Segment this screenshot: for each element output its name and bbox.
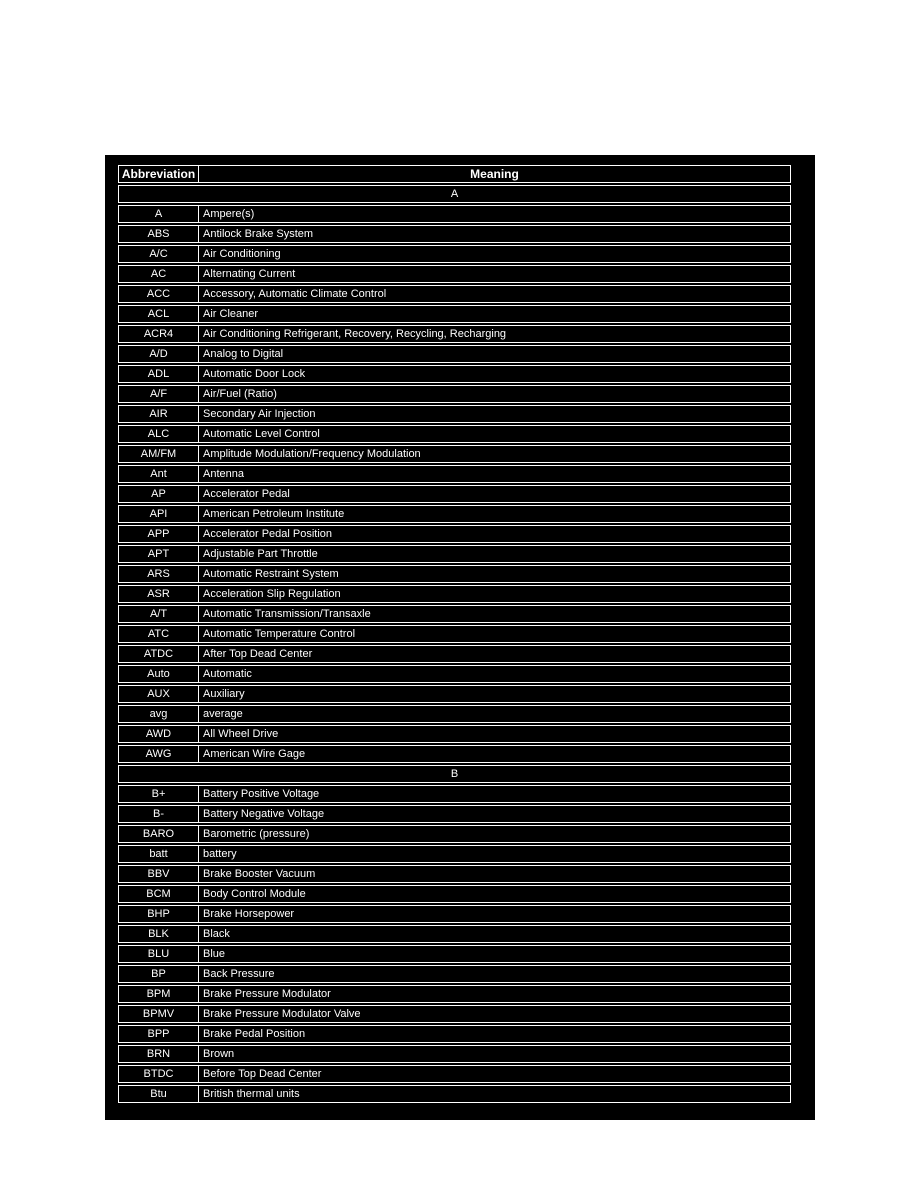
table-row bbox=[118, 1065, 791, 1083]
meaning-cell: Brake Horsepower bbox=[203, 908, 295, 920]
meaning-cell: Body Control Module bbox=[203, 888, 306, 900]
table-row bbox=[118, 265, 791, 283]
table-row bbox=[118, 805, 791, 823]
table-row bbox=[118, 505, 791, 523]
meaning-cell: Alternating Current bbox=[203, 268, 296, 280]
section-letter: B bbox=[450, 768, 459, 780]
abbreviation-cell: B- bbox=[119, 806, 199, 822]
meaning-cell: Air/Fuel (Ratio) bbox=[203, 388, 277, 400]
meaning-cell: average bbox=[203, 708, 243, 720]
abbreviation-cell: BARO bbox=[119, 826, 199, 842]
abbreviation-cell: ABS bbox=[119, 226, 199, 242]
abbreviation-cell: Ant bbox=[119, 466, 199, 482]
abbreviation-cell: ARS bbox=[119, 566, 199, 582]
meaning-cell: Air Conditioning Refrigerant, Recovery, Recycling, Recharging bbox=[203, 328, 507, 340]
abbreviation-cell: ATDC bbox=[119, 646, 199, 662]
meaning-cell: Auxiliary bbox=[203, 688, 245, 700]
abbreviation-cell: ATC bbox=[119, 626, 199, 642]
abbreviation-cell: BRN bbox=[119, 1046, 199, 1062]
table-row bbox=[118, 365, 791, 383]
table-row bbox=[118, 785, 791, 803]
abbreviation-cell: Auto bbox=[119, 666, 199, 682]
meaning-cell: Battery Positive Voltage bbox=[203, 788, 320, 800]
section-divider-row-A bbox=[118, 185, 791, 203]
table-row bbox=[118, 1045, 791, 1063]
table-row bbox=[118, 885, 791, 903]
meaning-cell: Automatic Door Lock bbox=[203, 368, 306, 380]
abbreviation-cell: ASR bbox=[119, 586, 199, 602]
meaning-cell: American Wire Gage bbox=[203, 748, 306, 760]
table-row bbox=[118, 605, 791, 623]
table-row bbox=[118, 245, 791, 263]
table-row bbox=[118, 685, 791, 703]
abbreviation-cell: BPMV bbox=[119, 1006, 199, 1022]
meaning-cell: Acceleration Slip Regulation bbox=[203, 588, 341, 600]
abbreviation-cell: AWG bbox=[119, 746, 199, 762]
abbreviation-cell: BLU bbox=[119, 946, 199, 962]
table-row bbox=[118, 285, 791, 303]
abbreviation-cell: ACL bbox=[119, 306, 199, 322]
meaning-cell: Before Top Dead Center bbox=[203, 1068, 322, 1080]
meaning-cell: Automatic Restraint System bbox=[203, 568, 339, 580]
meaning-cell: Brake Pressure Modulator Valve bbox=[203, 1008, 361, 1020]
abbreviation-cell: BPM bbox=[119, 986, 199, 1002]
meaning-cell: Ampere(s) bbox=[203, 208, 255, 220]
abbreviation-cell: BTDC bbox=[119, 1066, 199, 1082]
table-row bbox=[118, 965, 791, 983]
meaning-cell: Black bbox=[203, 928, 230, 940]
section-letter: A bbox=[450, 188, 459, 200]
abbreviation-cell: BHP bbox=[119, 906, 199, 922]
meaning-cell: Blue bbox=[203, 948, 226, 960]
abbreviation-cell: AM/FM bbox=[119, 446, 199, 462]
table-row bbox=[118, 445, 791, 463]
abbreviation-cell: API bbox=[119, 506, 199, 522]
table-row bbox=[118, 545, 791, 563]
meaning-cell: Automatic Transmission/Transaxle bbox=[203, 608, 371, 620]
table-row bbox=[118, 345, 791, 363]
meaning-cell: Air Conditioning bbox=[203, 248, 281, 260]
abbreviation-cell: Btu bbox=[119, 1086, 199, 1102]
meaning-cell: Brake Pedal Position bbox=[203, 1028, 306, 1040]
abbreviation-cell: ALC bbox=[119, 426, 199, 442]
table-row bbox=[118, 205, 791, 223]
table-row bbox=[118, 945, 791, 963]
abbreviation-cell: AP bbox=[119, 486, 199, 502]
meaning-cell: After Top Dead Center bbox=[203, 648, 313, 660]
abbreviation-cell: A/C bbox=[119, 246, 199, 262]
meaning-cell: Automatic Temperature Control bbox=[203, 628, 356, 640]
abbreviation-cell: BPP bbox=[119, 1026, 199, 1042]
meaning-cell: Antenna bbox=[203, 468, 244, 480]
abbreviation-table bbox=[118, 165, 791, 1103]
table-row bbox=[118, 725, 791, 743]
abbreviation-cell: B+ bbox=[119, 786, 199, 802]
meaning-cell: Automatic Level Control bbox=[203, 428, 320, 440]
table-row bbox=[118, 665, 791, 683]
table-row bbox=[118, 425, 791, 443]
abbreviation-cell: batt bbox=[119, 846, 199, 862]
meaning-cell: British thermal units bbox=[203, 1088, 300, 1100]
abbreviation-cell: AC bbox=[119, 266, 199, 282]
table-row bbox=[118, 465, 791, 483]
table-row bbox=[118, 625, 791, 643]
table-row bbox=[118, 845, 791, 863]
meaning-cell: All Wheel Drive bbox=[203, 728, 279, 740]
abbreviation-cell: ACR4 bbox=[119, 326, 199, 342]
table-row bbox=[118, 585, 791, 603]
meaning-cell: Barometric (pressure) bbox=[203, 828, 310, 840]
abbreviation-cell: BP bbox=[119, 966, 199, 982]
meaning-cell: Analog to Digital bbox=[203, 348, 284, 360]
meaning-cell: Battery Negative Voltage bbox=[203, 808, 325, 820]
abbreviation-cell: BBV bbox=[119, 866, 199, 882]
meaning-column-header: Meaning bbox=[470, 167, 519, 181]
abbreviation-cell: AIR bbox=[119, 406, 199, 422]
abbreviation-table-panel bbox=[105, 155, 815, 1120]
meaning-cell: Brown bbox=[203, 1048, 235, 1060]
abbreviation-cell: ACC bbox=[119, 286, 199, 302]
table-header-row bbox=[118, 165, 791, 183]
abbreviation-cell: BLK bbox=[119, 926, 199, 942]
abbreviation-cell: A bbox=[119, 206, 199, 222]
abbreviation-cell: AUX bbox=[119, 686, 199, 702]
abbreviation-cell: A/D bbox=[119, 346, 199, 362]
table-row bbox=[118, 525, 791, 543]
table-row bbox=[118, 825, 791, 843]
meaning-cell: Back Pressure bbox=[203, 968, 275, 980]
table-row bbox=[118, 485, 791, 503]
meaning-cell: Accessory, Automatic Climate Control bbox=[203, 288, 387, 300]
table-row bbox=[118, 865, 791, 883]
table-row bbox=[118, 305, 791, 323]
table-row bbox=[118, 925, 791, 943]
table-row bbox=[118, 1085, 791, 1103]
meaning-cell: battery bbox=[203, 848, 237, 860]
abbreviation-cell: BCM bbox=[119, 886, 199, 902]
meaning-cell: Accelerator Pedal bbox=[203, 488, 290, 500]
table-row bbox=[118, 645, 791, 663]
meaning-cell: Accelerator Pedal Position bbox=[203, 528, 333, 540]
abbreviation-cell: ADL bbox=[119, 366, 199, 382]
table-row bbox=[118, 705, 791, 723]
table-row bbox=[118, 325, 791, 343]
table-row bbox=[118, 745, 791, 763]
abbreviation-cell: avg bbox=[119, 706, 199, 722]
meaning-cell: Automatic bbox=[203, 668, 252, 680]
meaning-cell: Adjustable Part Throttle bbox=[203, 548, 318, 560]
abbreviation-column-header: Abbreviation bbox=[119, 166, 199, 182]
abbreviation-cell: APP bbox=[119, 526, 199, 542]
abbreviation-cell: AWD bbox=[119, 726, 199, 742]
section-divider-row-B bbox=[118, 765, 791, 783]
meaning-cell: Secondary Air Injection bbox=[203, 408, 316, 420]
table-row bbox=[118, 905, 791, 923]
table-row bbox=[118, 985, 791, 1003]
abbreviation-cell: A/T bbox=[119, 606, 199, 622]
meaning-cell: American Petroleum Institute bbox=[203, 508, 345, 520]
meaning-cell: Air Cleaner bbox=[203, 308, 259, 320]
table-row bbox=[118, 385, 791, 403]
table-row bbox=[118, 405, 791, 423]
abbreviation-cell: APT bbox=[119, 546, 199, 562]
table-row bbox=[118, 225, 791, 243]
table-row bbox=[118, 565, 791, 583]
meaning-cell: Amplitude Modulation/Frequency Modulation bbox=[203, 448, 421, 460]
meaning-cell: Antilock Brake System bbox=[203, 228, 314, 240]
meaning-cell: Brake Pressure Modulator bbox=[203, 988, 331, 1000]
table-row bbox=[118, 1005, 791, 1023]
abbreviation-cell: A/F bbox=[119, 386, 199, 402]
meaning-cell: Brake Booster Vacuum bbox=[203, 868, 316, 880]
table-row bbox=[118, 1025, 791, 1043]
